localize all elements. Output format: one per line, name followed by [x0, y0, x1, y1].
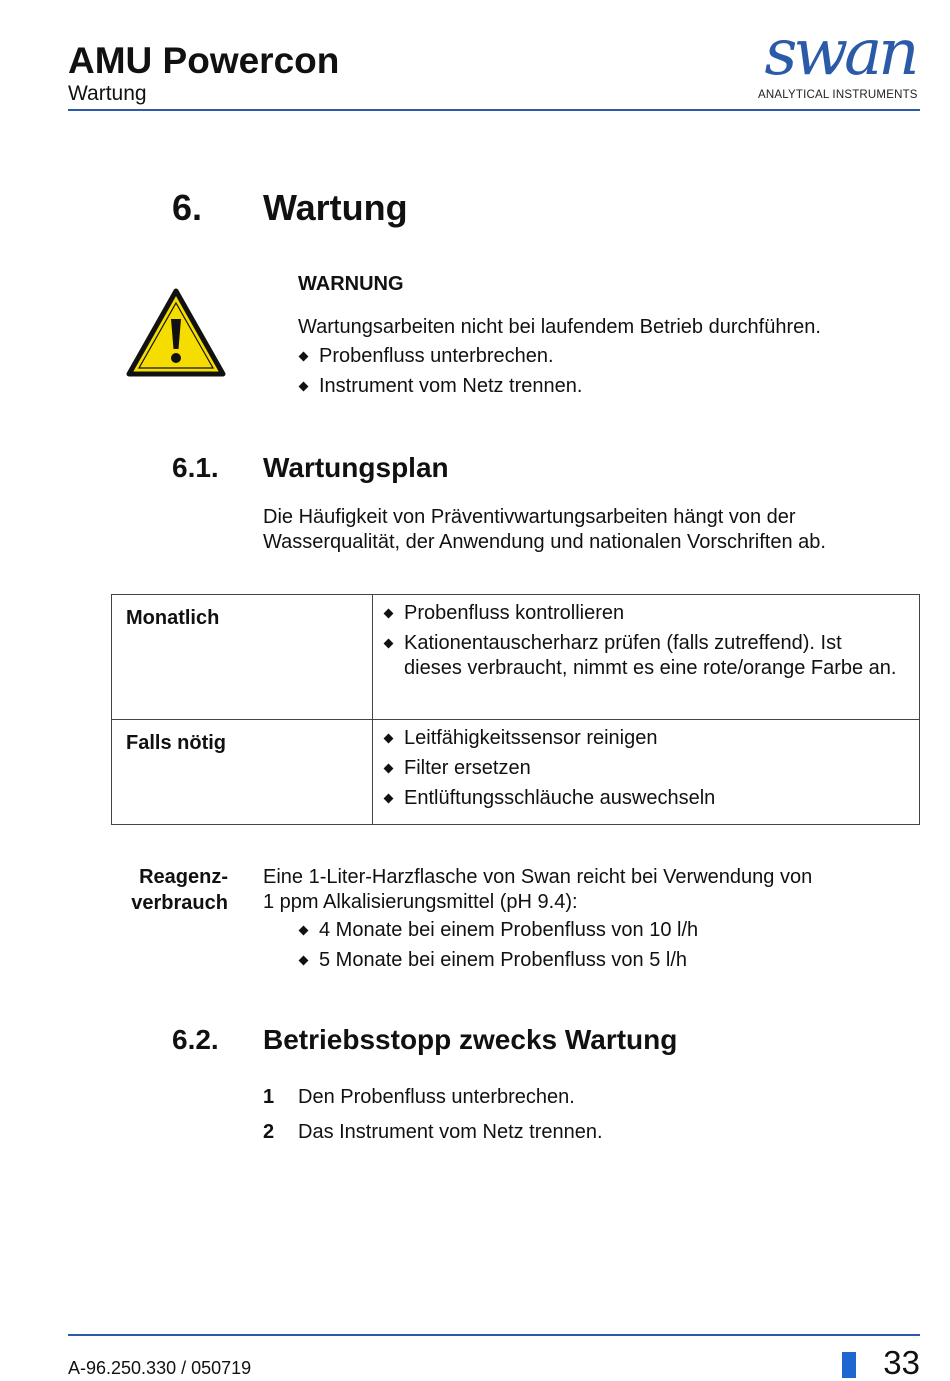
- brand-logo: swan: [764, 16, 916, 90]
- document-title: AMU Powercon: [68, 40, 340, 81]
- bullet-icon: [384, 794, 394, 804]
- footer-divider: [68, 1334, 920, 1336]
- bullet-icon: [299, 955, 309, 965]
- subsection-title: Wartungsplan: [263, 452, 449, 483]
- interval-cell: Falls nötig: [112, 720, 373, 825]
- interval-cell: Monatlich: [112, 595, 373, 720]
- list-item: Entlüftungsschläuche auswechseln: [383, 786, 899, 811]
- bullet-icon: [299, 352, 309, 362]
- warning-title: WARNUNG: [298, 273, 404, 295]
- list-item: Leitfähigkeitssensor reinigen: [383, 726, 899, 751]
- maintenance-schedule-table: [111, 594, 920, 825]
- bullet-icon: [384, 734, 394, 744]
- warning-list: [298, 342, 898, 401]
- list-item: Filter ersetzen: [383, 756, 899, 781]
- intro-line-2: Wasserqualität, der Anwendung und nationalen Vorschriften ab.: [263, 531, 826, 553]
- step-number: 2: [263, 1121, 275, 1143]
- list-item: Kationentauscherharz prüfen (falls zutreffend). Ist dieses verbraucht, nimmt es eine rote/orange Farbe an.: [383, 631, 899, 681]
- section-number: 6.: [172, 187, 203, 228]
- page-marker: [842, 1352, 856, 1378]
- bullet-icon: [299, 381, 309, 391]
- warning-text: Wartungsarbeiten nicht bei laufendem Betrieb durchführen.: [298, 316, 821, 338]
- reagent-label-line-1: Reagenz-: [139, 866, 228, 888]
- table-row: [112, 595, 920, 720]
- warning-triangle-icon: [125, 287, 227, 379]
- step-text: Das Instrument vom Netz trennen.: [298, 1121, 603, 1143]
- document-id: A-96.250.330 / 050719: [68, 1358, 252, 1378]
- step-number: 1: [263, 1086, 275, 1108]
- reagent-text-line-1: Eine 1-Liter-Harzflasche von Swan reicht bei Verwendung von: [263, 866, 813, 888]
- page-number: 33: [883, 1344, 920, 1381]
- tasks-cell: [373, 595, 920, 720]
- list-item: Probenfluss kontrollieren: [383, 601, 899, 626]
- bullet-icon: [384, 764, 394, 774]
- bullet-icon: [384, 609, 394, 619]
- table-row: [112, 720, 920, 825]
- reagent-label-line-2: verbrauch: [131, 892, 228, 914]
- list-item: 4 Monate bei einem Probenfluss von 10 l/h: [298, 916, 898, 946]
- subsection-number: 6.2.: [172, 1024, 219, 1055]
- brand-tagline: ANALYTICAL INSTRUMENTS: [758, 89, 918, 101]
- task-list: [383, 726, 899, 811]
- document-subtitle: Wartung: [68, 82, 147, 105]
- section-title: Wartung: [263, 187, 408, 228]
- tasks-cell: [373, 720, 920, 825]
- bullet-icon: [384, 639, 394, 649]
- bullet-icon: [299, 926, 309, 936]
- reagent-text-line-2: 1 ppm Alkalisierungsmittel (pH 9.4):: [263, 891, 578, 913]
- intro-line-1: Die Häufigkeit von Präventivwartungsarbeiten hängt von der: [263, 506, 796, 528]
- list-item: 5 Monate bei einem Probenfluss von 5 l/h: [298, 946, 898, 976]
- subsection-title: Betriebsstopp zwecks Wartung: [263, 1024, 678, 1055]
- step-text: Den Probenfluss unterbrechen.: [298, 1086, 575, 1108]
- list-item: Probenfluss unterbrechen.: [298, 342, 898, 372]
- subsection-number: 6.1.: [172, 452, 219, 483]
- reagent-list: [298, 916, 898, 975]
- task-list: [383, 601, 899, 681]
- header-divider: [68, 109, 920, 111]
- list-item: Instrument vom Netz trennen.: [298, 372, 898, 402]
